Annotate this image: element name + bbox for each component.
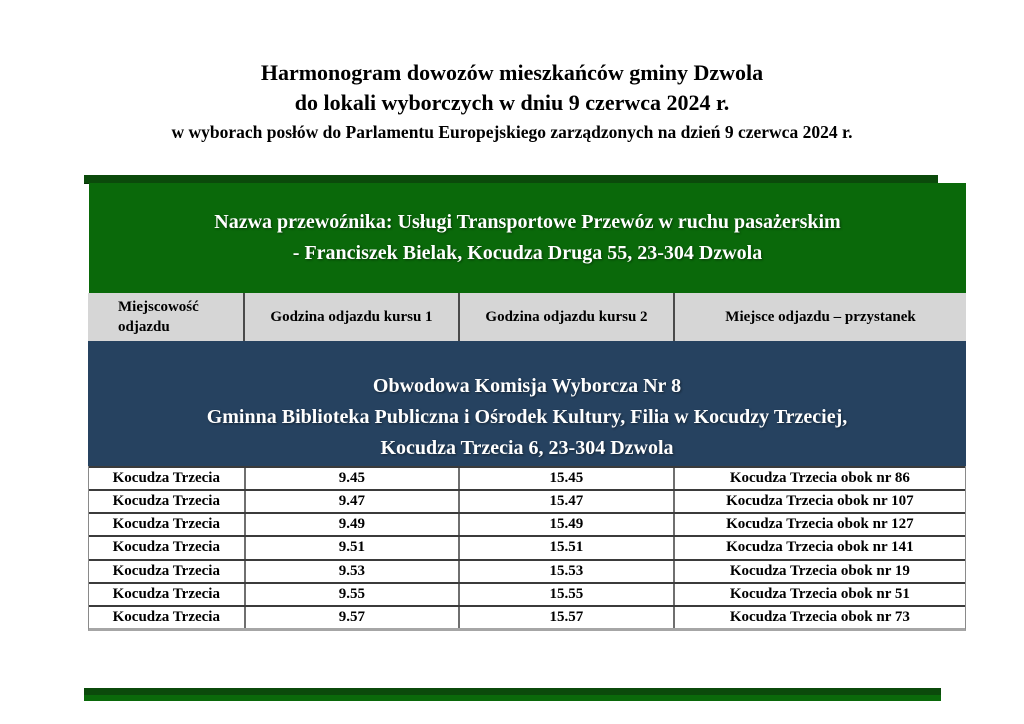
cell-stop: Kocudza Trzecia obok nr 86 xyxy=(673,468,965,489)
cell-time-1: 9.55 xyxy=(244,584,459,605)
commission-line3: Kocudza Trzecia 6, 23-304 Dzwola xyxy=(380,437,674,459)
table-row xyxy=(89,582,965,605)
cell-stop: Kocudza Trzecia obok nr 141 xyxy=(673,537,965,558)
table-row xyxy=(89,512,965,535)
cell-stop: Kocudza Trzecia obok nr 51 xyxy=(673,584,965,605)
cell-time-2: 15.57 xyxy=(458,607,673,628)
carrier-banner xyxy=(89,183,966,293)
cell-stop: Kocudza Trzecia obok nr 127 xyxy=(673,514,965,535)
cell-stop: Kocudza Trzecia obok nr 107 xyxy=(673,491,965,512)
cell-place: Kocudza Trzecia xyxy=(112,585,220,602)
column-header-departure-stop: Miejsce odjazdu – przystanek xyxy=(673,293,966,341)
cell-place: Kocudza Trzecia xyxy=(112,470,220,487)
table-row xyxy=(89,489,965,512)
table-header-row xyxy=(88,293,966,341)
document-title-line3: w wyborach posłów do Parlamentu Europejskiego zarządzonych na dzień 9 czerwca 2024 r. xyxy=(171,122,853,142)
cell-time-1: 9.51 xyxy=(244,537,459,558)
cell-time-1: 9.49 xyxy=(244,514,459,535)
cell-time-2: 15.47 xyxy=(458,491,673,512)
cell-time-2: 15.53 xyxy=(458,561,673,582)
cell-place: Kocudza Trzecia xyxy=(112,493,220,510)
cell-place: Kocudza Trzecia xyxy=(112,562,220,579)
carrier-name-line2: - Franciszek Bielak, Kocudza Druga 55, 23-304 Dzwola xyxy=(292,242,763,264)
cell-time-1: 9.45 xyxy=(244,468,459,489)
commission-line1: Obwodowa Komisja Wyborcza Nr 8 xyxy=(372,375,682,397)
commission-line2: Gminna Biblioteka Publiczna i Ośrodek Kultury, Filia w Kocudzy Trzeciej, xyxy=(206,406,848,428)
cell-stop: Kocudza Trzecia obok nr 19 xyxy=(673,561,965,582)
table-row xyxy=(89,559,965,582)
table-row xyxy=(89,466,965,489)
schedule-table xyxy=(88,466,966,631)
cell-time-2: 15.49 xyxy=(458,514,673,535)
document-title-line1: Harmonogram dowozów mieszkańców gminy Dzwola xyxy=(260,60,764,85)
cell-place: Kocudza Trzecia xyxy=(112,516,220,533)
next-section-top-bar xyxy=(84,688,941,701)
carrier-name-line1: Nazwa przewoźnika: Usługi Transportowe Przewóz w ruchu pasażerskim xyxy=(214,211,841,233)
table-row xyxy=(89,535,965,558)
cell-place: Kocudza Trzecia xyxy=(112,539,220,556)
column-header-departure-time-1: Godzina odjazdu kursu 1 xyxy=(243,293,458,341)
cell-time-2: 15.55 xyxy=(458,584,673,605)
cell-time-2: 15.45 xyxy=(458,468,673,489)
cell-time-1: 9.47 xyxy=(244,491,459,512)
document-title-line2: do lokali wyborczych w dniu 9 czerwca 2024 r. xyxy=(294,90,730,115)
table-row xyxy=(89,605,965,628)
cell-time-1: 9.53 xyxy=(244,561,459,582)
commission-banner xyxy=(88,341,966,466)
column-header-departure-place: Miejscowość odjazdu xyxy=(118,299,199,335)
column-header-departure-time-2: Godzina odjazdu kursu 2 xyxy=(458,293,673,341)
cell-time-2: 15.51 xyxy=(458,537,673,558)
cell-place: Kocudza Trzecia xyxy=(112,608,220,625)
document-title xyxy=(0,58,1024,146)
cell-time-1: 9.57 xyxy=(244,607,459,628)
cell-stop: Kocudza Trzecia obok nr 73 xyxy=(673,607,965,628)
